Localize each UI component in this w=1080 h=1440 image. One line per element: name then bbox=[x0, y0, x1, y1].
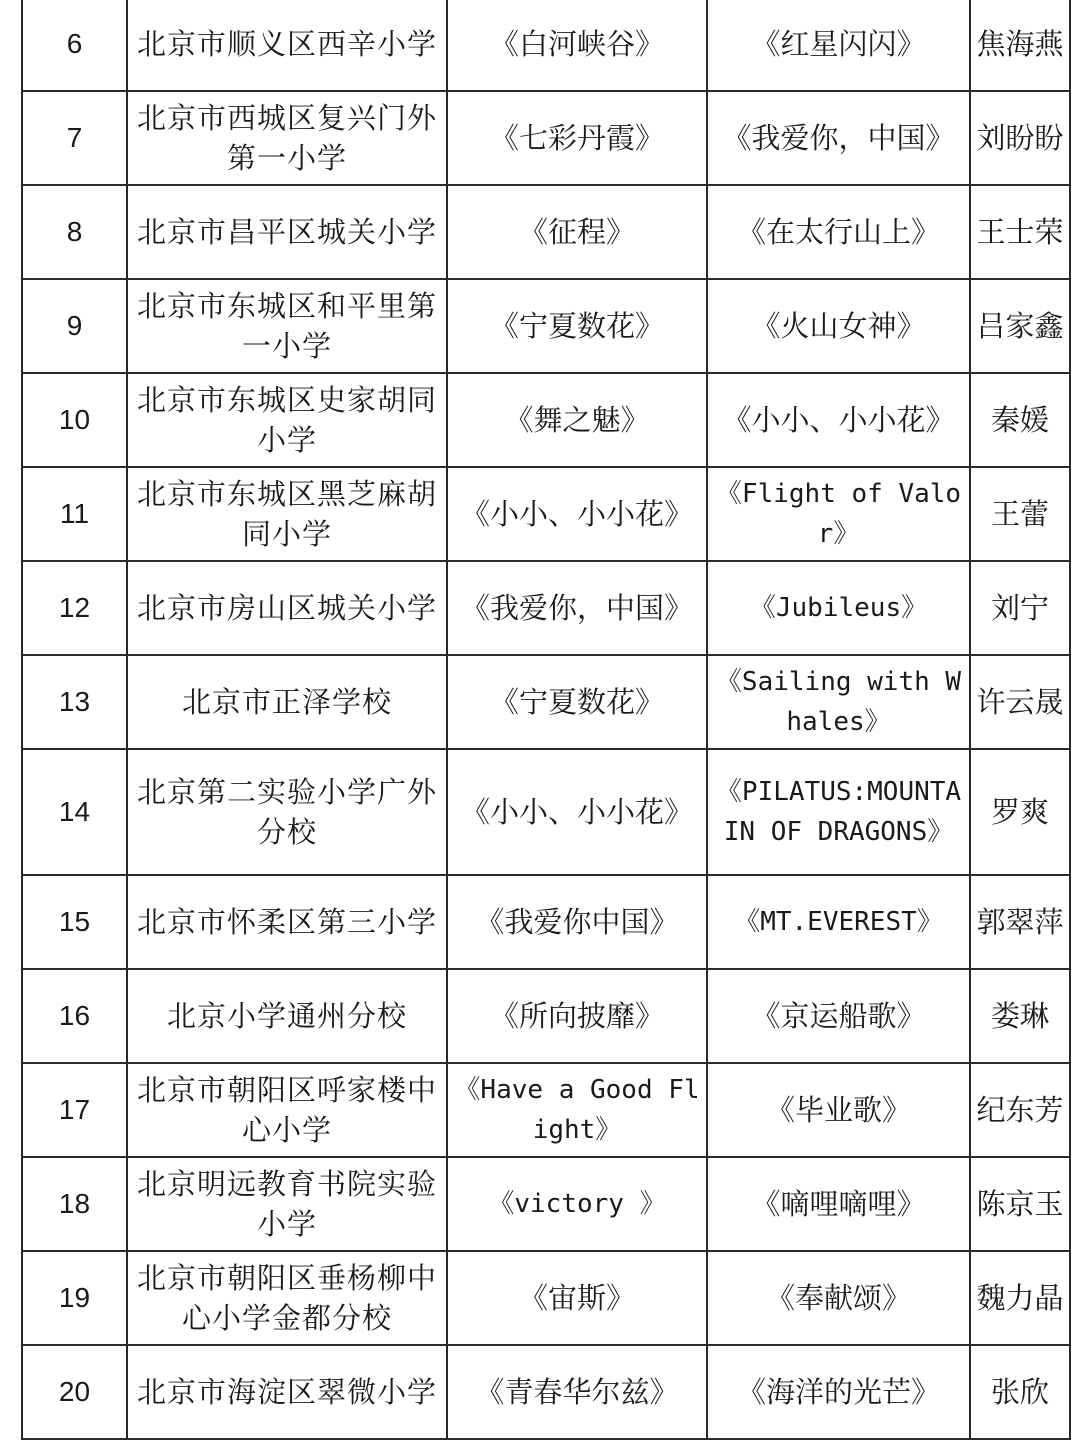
conductor-name: 刘宁 bbox=[970, 561, 1070, 655]
row-number: 18 bbox=[22, 1157, 127, 1251]
school-name: 北京市顺义区西辛小学 bbox=[127, 0, 447, 91]
row-number: 17 bbox=[22, 1063, 127, 1157]
conductor-name: 纪东芳 bbox=[970, 1063, 1070, 1157]
school-name: 北京市怀柔区第三小学 bbox=[127, 875, 447, 969]
school-name: 北京市正泽学校 bbox=[127, 655, 447, 749]
piece-two: 《红星闪闪》 bbox=[707, 0, 970, 91]
table-row bbox=[22, 1157, 1070, 1251]
performance-table-sheet bbox=[21, 0, 1064, 1440]
row-number: 9 bbox=[22, 279, 127, 373]
piece-one: 《宁夏数花》 bbox=[447, 279, 707, 373]
table-row bbox=[22, 969, 1070, 1063]
piece-one: 《宙斯》 bbox=[447, 1251, 707, 1345]
school-name: 北京市昌平区城关小学 bbox=[127, 185, 447, 279]
piece-two: 《嘀哩嘀哩》 bbox=[707, 1157, 970, 1251]
table-row bbox=[22, 655, 1070, 749]
piece-one: 《Have a Good Flight》 bbox=[447, 1063, 707, 1157]
piece-two: 《MT.EVEREST》 bbox=[707, 875, 970, 969]
piece-two: 《火山女神》 bbox=[707, 279, 970, 373]
piece-one: 《小小、小小花》 bbox=[447, 749, 707, 875]
piece-one: 《七彩丹霞》 bbox=[447, 91, 707, 185]
conductor-name: 罗爽 bbox=[970, 749, 1070, 875]
school-name: 北京市东城区黑芝麻胡同小学 bbox=[127, 467, 447, 561]
piece-two: 《我爱你，中国》 bbox=[707, 91, 970, 185]
table-row bbox=[22, 561, 1070, 655]
conductor-name: 陈京玉 bbox=[970, 1157, 1070, 1251]
conductor-name: 刘盼盼 bbox=[970, 91, 1070, 185]
piece-one: 《舞之魅》 bbox=[447, 373, 707, 467]
piece-two: 《在太行山上》 bbox=[707, 185, 970, 279]
piece-one: 《我爱你，中国》 bbox=[447, 561, 707, 655]
table-row bbox=[22, 1345, 1070, 1439]
table-row bbox=[22, 875, 1070, 969]
piece-one: 《青春华尔兹》 bbox=[447, 1345, 707, 1439]
piece-two: 《奉献颂》 bbox=[707, 1251, 970, 1345]
table-row bbox=[22, 91, 1070, 185]
school-name: 北京市海淀区翠微小学 bbox=[127, 1345, 447, 1439]
piece-two: 《Sailing with Whales》 bbox=[707, 655, 970, 749]
table-row bbox=[22, 1063, 1070, 1157]
row-number: 6 bbox=[22, 0, 127, 91]
row-number: 10 bbox=[22, 373, 127, 467]
school-name: 北京市朝阳区呼家楼中心小学 bbox=[127, 1063, 447, 1157]
school-name: 北京第二实验小学广外分校 bbox=[127, 749, 447, 875]
row-number: 11 bbox=[22, 467, 127, 561]
table-row bbox=[22, 373, 1070, 467]
school-name: 北京市朝阳区垂杨柳中心小学金都分校 bbox=[127, 1251, 447, 1345]
table-row bbox=[22, 467, 1070, 561]
row-number: 16 bbox=[22, 969, 127, 1063]
performance-table bbox=[21, 0, 1071, 1440]
row-number: 20 bbox=[22, 1345, 127, 1439]
school-name: 北京小学通州分校 bbox=[127, 969, 447, 1063]
conductor-name: 许云晟 bbox=[970, 655, 1070, 749]
row-number: 12 bbox=[22, 561, 127, 655]
row-number: 7 bbox=[22, 91, 127, 185]
piece-two: 《Flight of Valor》 bbox=[707, 467, 970, 561]
piece-one: 《白河峡谷》 bbox=[447, 0, 707, 91]
row-number: 13 bbox=[22, 655, 127, 749]
conductor-name: 魏力晶 bbox=[970, 1251, 1070, 1345]
piece-one: 《所向披靡》 bbox=[447, 969, 707, 1063]
conductor-name: 王士荣 bbox=[970, 185, 1070, 279]
school-name: 北京市西城区复兴门外第一小学 bbox=[127, 91, 447, 185]
piece-two: 《京运船歌》 bbox=[707, 969, 970, 1063]
table-row bbox=[22, 185, 1070, 279]
conductor-name: 郭翠萍 bbox=[970, 875, 1070, 969]
school-name: 北京市房山区城关小学 bbox=[127, 561, 447, 655]
conductor-name: 王蕾 bbox=[970, 467, 1070, 561]
row-number: 19 bbox=[22, 1251, 127, 1345]
piece-two: 《小小、小小花》 bbox=[707, 373, 970, 467]
piece-two: 《PILATUS:MOUNTAIN OF DRAGONS》 bbox=[707, 749, 970, 875]
table-row bbox=[22, 1251, 1070, 1345]
row-number: 8 bbox=[22, 185, 127, 279]
school-name: 北京市东城区和平里第一小学 bbox=[127, 279, 447, 373]
conductor-name: 秦媛 bbox=[970, 373, 1070, 467]
piece-two: 《Jubileus》 bbox=[707, 561, 970, 655]
piece-one: 《宁夏数花》 bbox=[447, 655, 707, 749]
conductor-name: 吕家鑫 bbox=[970, 279, 1070, 373]
row-number: 15 bbox=[22, 875, 127, 969]
table-row bbox=[22, 279, 1070, 373]
table-row bbox=[22, 0, 1070, 91]
conductor-name: 焦海燕 bbox=[970, 0, 1070, 91]
piece-one: 《我爱你中国》 bbox=[447, 875, 707, 969]
conductor-name: 娄琳 bbox=[970, 969, 1070, 1063]
school-name: 北京明远教育书院实验小学 bbox=[127, 1157, 447, 1251]
piece-two: 《毕业歌》 bbox=[707, 1063, 970, 1157]
school-name: 北京市东城区史家胡同小学 bbox=[127, 373, 447, 467]
conductor-name: 张欣 bbox=[970, 1345, 1070, 1439]
piece-two: 《海洋的光芒》 bbox=[707, 1345, 970, 1439]
row-number: 14 bbox=[22, 749, 127, 875]
piece-one: 《小小、小小花》 bbox=[447, 467, 707, 561]
table-row bbox=[22, 749, 1070, 875]
piece-one: 《victory 》 bbox=[447, 1157, 707, 1251]
piece-one: 《征程》 bbox=[447, 185, 707, 279]
